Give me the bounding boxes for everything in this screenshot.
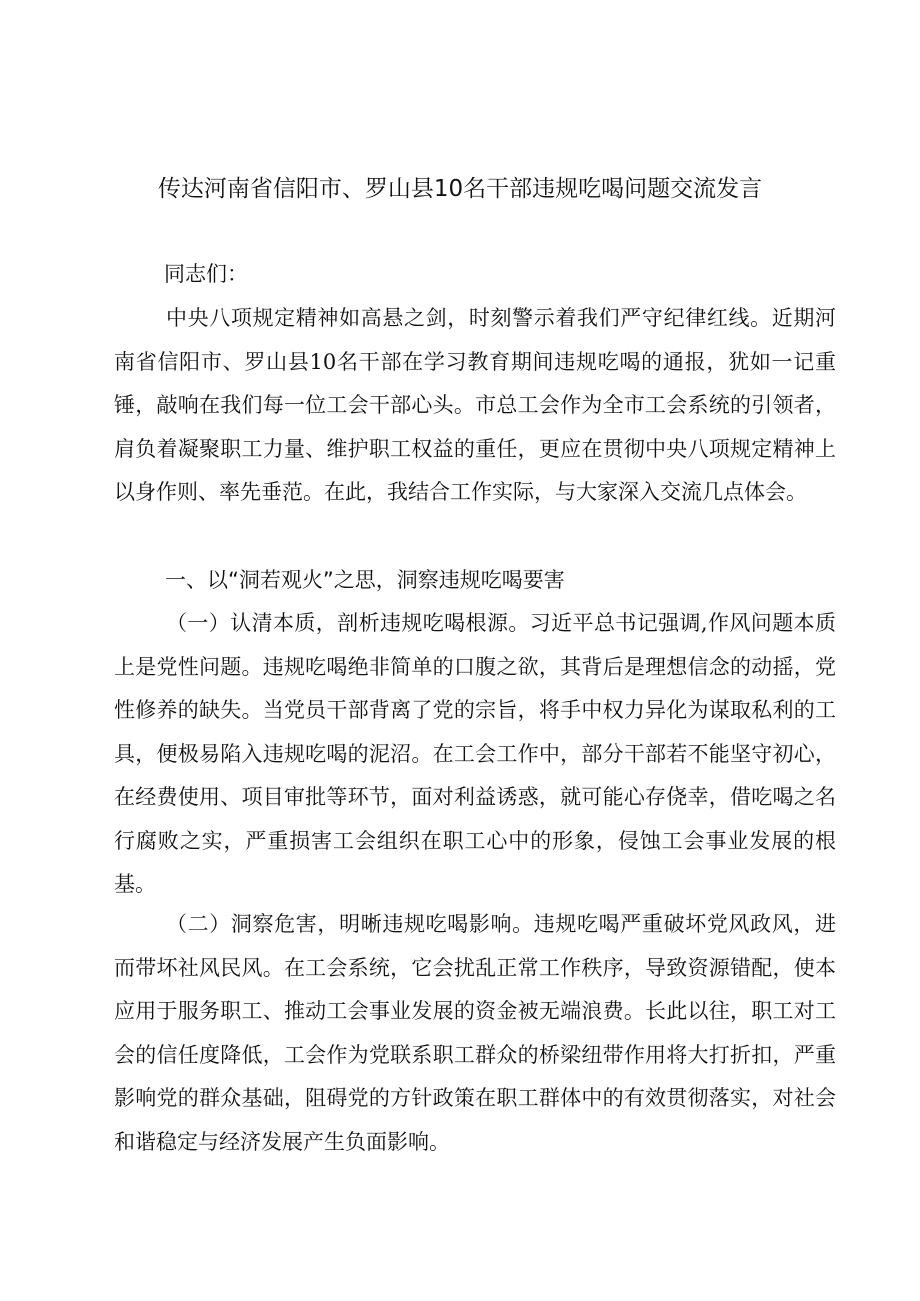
section-heading-1: 一、以“洞若观火”之思，洞察违规吃喝要害	[165, 568, 565, 592]
paragraph-intro: 中央八项规定精神如高悬之剑，时刻警示着我们严守纪律红线。近期河南省信阳市、罗山县10名干部在学习教育期间违规吃喝的通报，犹如一记重锤，敲响在我们每一位工会干部心头。市总工会作为全市工会系统的引领者，肩负着凝聚职工力量、维护职工权益的重任，更应在贯彻中央八项规定精神上以身作则、率先垂范。在此，我结合工作实际，与大家深入交流几点体会。	[114, 306, 836, 504]
paragraph-section-1-1: （一）认清本质，剖析违规吃喝根源。习近平总书记强调,作风问题本质上是党性问题。违规吃喝绝非简单的口腹之欲，其背后是理想信念的动摇，党性修养的缺失。当党员干部背离了党的宗旨，将手中权力异化为谋取私利的工具，便极易陷入违规吃喝的泥沼。在工会工作中，部分干部若不能坚守初心，在经费使用、项目审批等环节，面对利益诱惑，就可能心存侥幸，借吃喝之名行腐败之实，严重损害工会组织在职工心中的形象，侵蚀工会事业发展的根基。	[114, 611, 836, 896]
salutation: 同志们：	[164, 262, 248, 286]
paragraph-section-1-2: （二）洞察危害，明晰违规吃喝影响。违规吃喝严重破坏党风政风，进而带坏社风民风。在工会系统，它会扰乱正常工作秩序，导致资源错配，使本应用于服务职工、推动工会事业发展的资金被无端浪费。长此以往，职工对工会的信任度降低，工会作为党联系职工群众的桥梁纽带作用将大打折扣，严重影响党的群众基础，阻碍党的方针政策在职工群体中的有效贯彻落实，对社会和谐稳定与经济发展产生负面影响。	[114, 912, 836, 1154]
document-title: 传达河南省信阳市、罗山县10名干部违规吃喝问题交流发言	[157, 176, 763, 202]
